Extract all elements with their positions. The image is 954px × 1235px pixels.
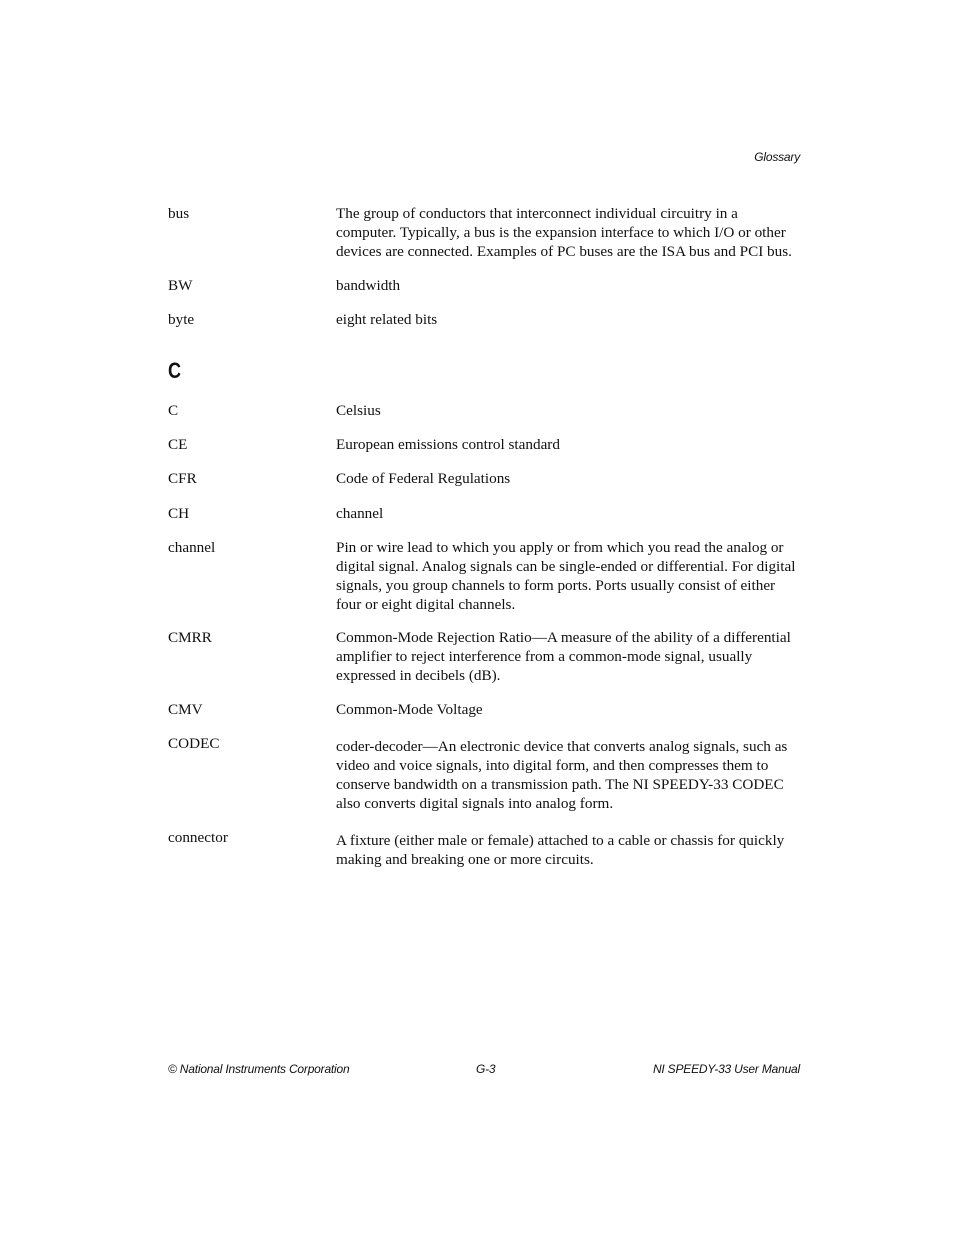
glossary-term: CFR [168,470,197,487]
glossary-term: CODEC [168,735,220,752]
footer-copyright: © National Instruments Corporation [168,1062,350,1076]
glossary-term: BW [168,277,193,294]
glossary-definition: A fixture (either male or female) attached to a cable or chassis for quickly making and breaking one or more circuits. [336,832,785,868]
glossary-term: channel [168,539,216,556]
glossary-definition: Common-Mode Voltage [336,701,483,718]
glossary-term: CMRR [168,629,212,646]
page-number: G-3 [476,1062,496,1076]
glossary-definition: coder-decoder—An electronic device that converts analog signals, such as video and voice signals, into digital form, and then compresses them to conserve bandwidth on a transmission path. The NI SPEEDY-33 CODEC also converts digital signals into analog form. [336,738,788,812]
section-heading: C [168,358,182,383]
glossary-term: connector [168,829,228,846]
glossary-term: CMV [168,701,203,718]
glossary-term: CE [168,436,188,453]
glossary-definition: Pin or wire lead to which you apply or from which you read the analog or digital signal. Analog signals can be single-ended or differential. For digital signals, you group channels to form ports. Ports usually consist of either four or eight digital channels. [336,539,796,613]
footer-manual-title: NI SPEEDY-33 User Manual [652,1062,800,1076]
glossary-term: C [168,402,179,419]
running-header: Glossary [754,150,800,164]
glossary-definition: European emissions control standard [336,436,560,453]
glossary-definition: Celsius [336,402,381,419]
glossary-definition: Common-Mode Rejection Ratio—A measure of the ability of a differential amplifier to reject interference from a common-mode signal, usually expressed in decibels (dB). [336,629,791,684]
glossary-definition: channel [336,505,384,522]
glossary-term: bus [168,205,190,222]
glossary-definition: eight related bits [336,311,438,328]
glossary-term: byte [168,311,195,328]
glossary-definition: The group of conductors that interconnect individual circuitry in a computer. Typically, a bus is the expansion interface to which I/O or other devices are connected. Examples of PC buses are the ISA bus and PCI bus. [336,205,792,260]
glossary-term: CH [168,505,190,522]
glossary-definition: Code of Federal Regulations [336,470,511,487]
glossary-definition: bandwidth [336,277,401,294]
page-footer [168,1062,800,1078]
